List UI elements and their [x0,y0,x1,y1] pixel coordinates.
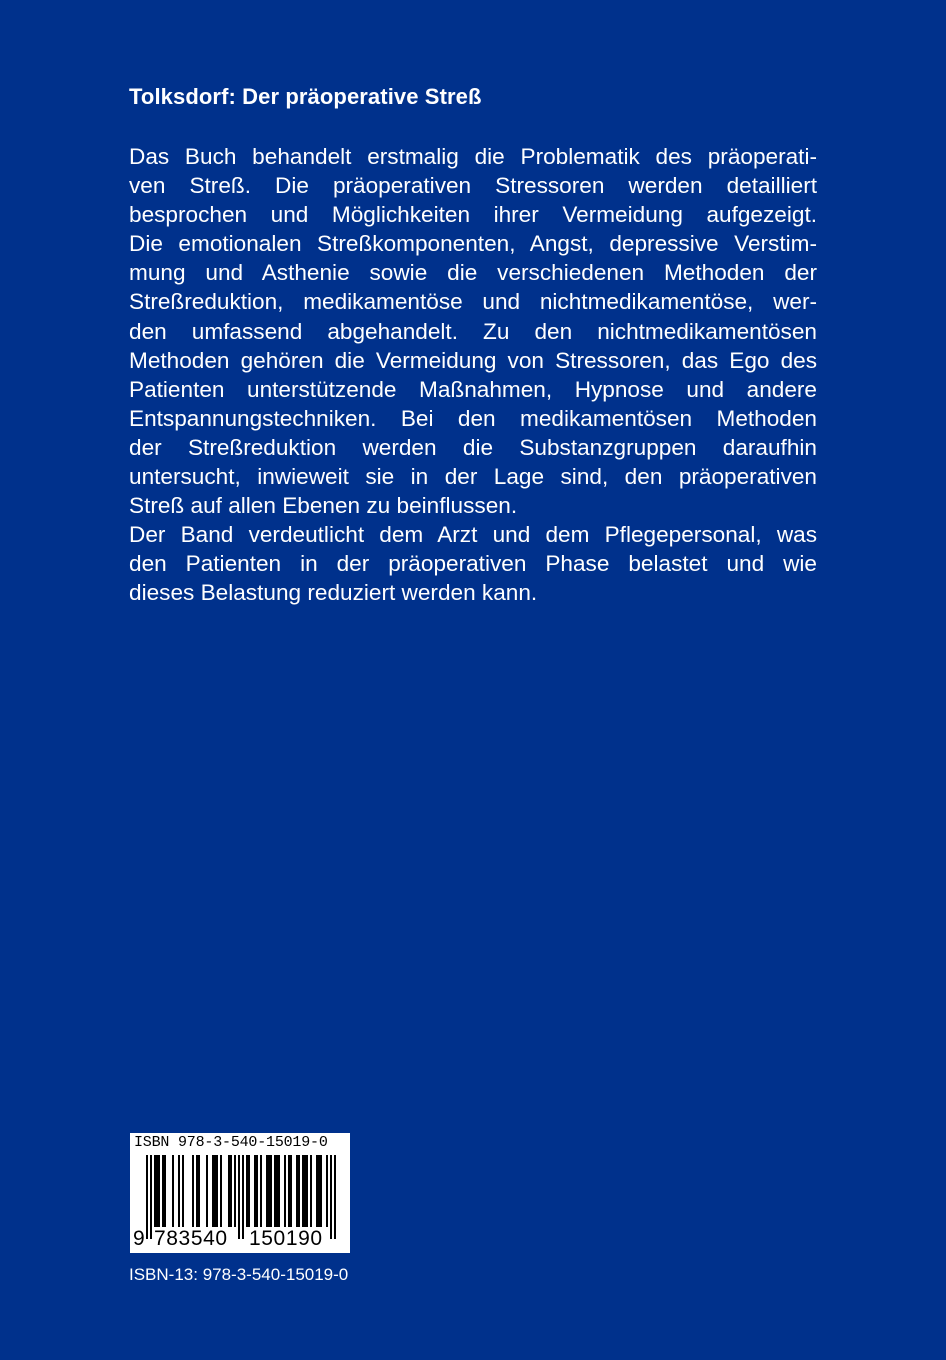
barcode-bar [182,1155,184,1227]
barcode-bar [278,1155,280,1227]
barcode-bar [192,1155,194,1227]
barcode-bar [214,1155,216,1227]
barcode-bar [270,1155,272,1227]
barcode-isbn-label: ISBN 978-3-540-15019-0 [134,1134,328,1151]
barcode-bar [230,1155,232,1227]
barcode-bar [290,1155,292,1227]
barcode-bar [234,1155,236,1227]
barcode-bar [326,1155,328,1227]
blurb-text [129,142,817,608]
blurb-line: Der Band verdeutlicht dem Arzt und dem Pflegepersonal, was [129,522,817,548]
blurb-line: Streßreduktion, medikamentöse und nichtmedikamentöse, wer- [129,289,817,315]
blurb-line: Das Buch behandelt erstmalig die Problematik des präoperati- [129,144,817,169]
barcode-bar [206,1155,208,1227]
barcode-bar [198,1155,200,1227]
barcode-bar [298,1155,300,1227]
blurb-line: Die emotionalen Streßkomponenten, Angst, depressive Verstim- [129,231,817,257]
blurb-line: den umfassend abgehandelt. Zu den nichtmedikamentösen [129,318,817,344]
blurb-line: Patienten unterstützende Maßnahmen, Hypnose und andere [129,376,817,402]
barcode-bar [162,1155,164,1227]
barcode-bar [220,1155,222,1227]
barcode-bar [178,1155,180,1227]
barcode-bar [302,1155,304,1227]
blurb-line: untersucht, inwieweit sie in der Lage sind, den präoperativen [129,464,817,490]
barcode-bar [276,1155,278,1227]
barcode-bar [246,1155,248,1227]
barcode-bar [284,1155,286,1227]
barcode-bar [274,1155,276,1227]
book-title: Tolksdorf: Der präoperative Streß [129,84,482,109]
barcode-bar [296,1155,298,1227]
barcode-bar [268,1155,270,1227]
barcode-bar [316,1155,318,1227]
blurb-line: besprochen und Möglichkeiten ihrer Vermeidung aufgezeigt. [129,202,817,228]
barcode-bar [248,1155,250,1227]
isbn13-text: ISBN-13: 978-3-540-15019-0 [129,1265,349,1284]
isbn-barcode [130,1133,350,1253]
barcode-bar [260,1155,262,1227]
barcode-left-digits: 783540 [154,1227,228,1250]
barcode-bar [304,1155,306,1227]
barcode-bar [164,1155,166,1227]
barcode-bar [172,1155,174,1227]
blurb-line: Methoden gehören die Vermeidung von Stressoren, das Ego des [129,347,817,373]
barcode-bar [334,1155,336,1239]
barcode-bar [238,1155,240,1239]
barcode-bar [196,1155,198,1227]
blurb-line: Entspannungstechniken. Bei den medikamentösen Methoden [129,405,817,431]
barcode-bar [242,1155,244,1239]
barcode-bar [320,1155,322,1227]
barcode-bar [306,1155,308,1227]
barcode-bar [330,1155,332,1239]
barcode-bar [156,1155,158,1227]
barcode-bar [228,1155,230,1227]
barcode-bar [288,1155,290,1227]
blurb-line: ven Streß. Die präoperativen Stressoren werden detailliert [129,173,817,199]
barcode-bar [154,1155,156,1227]
blurb-line: der Streßreduktion werden die Substanzgruppen daraufhin [129,434,817,460]
blurb-line: dieses Belastung reduziert werden kann. [129,580,538,606]
barcode-bar [318,1155,320,1227]
barcode-right-digits: 150190 [249,1227,323,1250]
blurb-line: Streß auf allen Ebenen zu beinflussen. [129,493,518,519]
barcode-bar [158,1155,160,1227]
barcode-bar [212,1155,214,1227]
barcode-bar [266,1155,268,1227]
blurb-line: mung und Asthenie sowie die verschiedenen Methoden der [129,260,817,286]
barcode-first-digit: 9 [133,1227,145,1250]
barcode-bar [254,1155,256,1227]
barcode-bar [310,1155,312,1227]
barcode-bar [216,1155,218,1227]
barcode-bar [146,1155,148,1239]
blurb-line: den Patienten in der präoperativen Phase belastet und wie [129,551,817,577]
barcode-bar [256,1155,258,1227]
